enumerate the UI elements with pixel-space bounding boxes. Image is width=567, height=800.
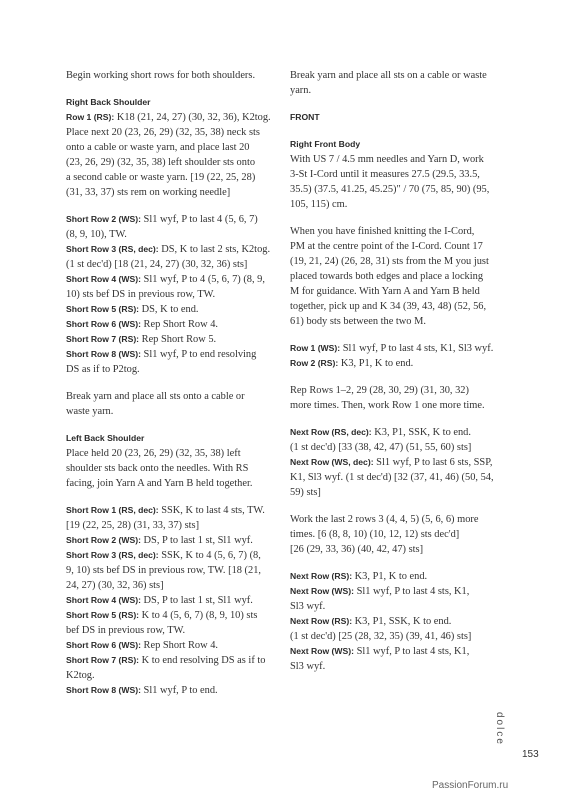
instruction-label: Short Row 2 (WS): (66, 214, 141, 224)
page-number: 153 (522, 749, 539, 760)
instruction-text: 35.5) (37.5, 41.25, 45.25)" / 70 (75, 85, 90) (95, (290, 184, 490, 195)
instruction-label: Short Row 7 (RS): (66, 334, 140, 344)
next-row-rs-1 (290, 569, 500, 584)
text-line (66, 185, 276, 200)
text-line (66, 446, 276, 461)
rfb-icord-paragraph (290, 224, 500, 329)
text-line (66, 608, 276, 623)
rfb-row-2 (290, 356, 500, 371)
instruction-text: [26 (29, 33, 36) (40, 42, 47) sts] (290, 544, 424, 555)
watermark: PassionForum.ru (432, 780, 509, 791)
text-line (66, 155, 276, 170)
instruction-text: Begin working short rows for both shoulders. (66, 70, 256, 81)
instruction-label: Row 1 (WS): (290, 343, 341, 353)
instruction-label: Short Row 1 (RS, dec): (66, 505, 159, 515)
text-line (290, 341, 500, 356)
text-line (290, 68, 500, 83)
right-column (290, 68, 500, 674)
text-line (290, 182, 500, 197)
text-line (66, 668, 276, 683)
instruction-text: Sl1 wyf, P to last 4 sts, K1, Sl3 wyf. (340, 343, 494, 354)
text-line (290, 299, 500, 314)
text-line (66, 638, 276, 653)
instruction-text: PM at the centre point of the I-Cord. Count 17 (290, 241, 483, 252)
instruction-text: Sl1 wyf, P to last 6 sts, SSP, (373, 457, 493, 468)
instruction-text: K3, P1, K to end. (338, 358, 414, 369)
text-line (290, 659, 500, 674)
lbs-intro (66, 446, 276, 491)
text-line (290, 356, 500, 371)
instruction-label: Next Row (RS): (290, 616, 353, 626)
instruction-text: Sl1 wyf, P to end resolving (140, 349, 257, 360)
lbs-short-row-8 (66, 683, 276, 698)
instruction-text: Rep Short Row 5. (139, 334, 217, 345)
text-line (290, 284, 500, 299)
text-line (66, 170, 276, 185)
instruction-text: Sl1 wyf, P to last 4 (5, 6, 7) (140, 214, 258, 225)
text-line (66, 347, 276, 362)
instruction-label: Short Row 4 (WS): (66, 274, 141, 284)
text-line (290, 254, 500, 269)
instruction-label: Next Row (WS): (290, 646, 354, 656)
instruction-text: Rep Rows 1–2, 29 (28, 30, 29) (31, 30, 32) (290, 385, 469, 396)
instruction-label: Short Row 3 (RS, dec): (66, 244, 159, 254)
rbs-short-row-8 (66, 347, 276, 377)
instruction-text: (23, 26, 29) (32, 35, 38) left shoulder sts onto (66, 157, 256, 168)
text-line (290, 470, 500, 485)
lbs-short-row-6 (66, 638, 276, 653)
work-last-rows-paragraph (290, 512, 500, 557)
text-line (66, 533, 276, 548)
next-row-ws-dec (290, 455, 500, 500)
instruction-text: (8, 9, 10), TW. (66, 229, 127, 240)
instruction-text: 59) sts] (290, 487, 321, 498)
instruction-text: K18 (21, 24, 27) (30, 32, 36), K2tog. (114, 112, 271, 123)
instruction-text: Place next 20 (23, 26, 29) (32, 35, 38) neck sts (66, 127, 260, 138)
text-line (290, 644, 500, 659)
instruction-text: 61) body sts between the two M. (290, 316, 426, 327)
instruction-text: together, pick up and K 34 (39, 43, 48) (52, 56, (290, 301, 487, 312)
instruction-label: Row 2 (RS): (290, 358, 339, 368)
instruction-text: Place held 20 (23, 26, 29) (32, 35, 38) left (66, 448, 241, 459)
text-line (66, 476, 276, 491)
instruction-label: Short Row 5 (RS): (66, 304, 140, 314)
instruction-text: yarn. (290, 85, 312, 96)
rbs-row-1 (66, 110, 276, 200)
lbs-short-row-2 (66, 533, 276, 548)
front-heading: FRONT (290, 112, 320, 122)
text-line (66, 242, 276, 257)
text-line (290, 512, 500, 527)
instruction-text: Rep Short Row 4. (140, 319, 219, 330)
text-line (290, 167, 500, 182)
text-line (66, 212, 276, 227)
brand-tab-label: dolce (494, 712, 505, 746)
instruction-label: Short Row 7 (RS): (66, 655, 140, 665)
text-line (66, 110, 276, 125)
rbs-short-row-6 (66, 317, 276, 332)
instruction-text: When you have finished knitting the I-Cord, (290, 226, 475, 237)
instruction-text: Work the last 2 rows 3 (4, 4, 5) (5, 6, 6) more (290, 514, 479, 525)
lbs-short-row-5 (66, 608, 276, 638)
rbs-short-row-2 (66, 212, 276, 242)
instruction-text: K3, P1, SSK, K to end. (352, 616, 452, 627)
instruction-text: (31, 33, 37) sts rem on working needle] (66, 187, 231, 198)
instruction-text: K3, P1, SSK, K to end. (371, 427, 471, 438)
text-line (290, 239, 500, 254)
text-line (290, 527, 500, 542)
text-line (66, 518, 276, 533)
instruction-text: 3-St I-Cord until it measures 27.5 (29.5, 33.5, (290, 169, 480, 180)
instruction-text: Break yarn and place all sts on a cable or waste (290, 70, 487, 81)
rfb-intro (290, 152, 500, 212)
left-back-shoulder-heading: Left Back Shoulder (66, 433, 145, 443)
instruction-text: 10) sts bef DS in previous row, TW. (66, 289, 216, 300)
instruction-label: Short Row 8 (WS): (66, 349, 141, 359)
text-line (290, 269, 500, 284)
instruction-text: shoulder sts back onto the needles. With RS (66, 463, 249, 474)
break-yarn-paragraph (66, 389, 276, 419)
text-line (66, 623, 276, 638)
instruction-text: (1 st dec'd) [33 (38, 42, 47) (51, 55, 60) sts] (290, 442, 472, 453)
text-line (290, 542, 500, 557)
text-line (290, 314, 500, 329)
text-line (66, 287, 276, 302)
text-line (290, 152, 500, 167)
instruction-text: 9, 10) sts bef DS in previous row, TW. [18 (21, (66, 565, 262, 576)
text-line (66, 140, 276, 155)
text-line (66, 125, 276, 140)
next-row-ws-2 (290, 644, 500, 674)
instruction-text: (1 st dec'd) [18 (21, 24, 27) (30, 32, 36) sts] (66, 259, 248, 270)
next-row-ws-1 (290, 584, 500, 614)
instruction-text: DS, K to last 2 sts, K2tog. (158, 244, 271, 255)
text-line (66, 404, 276, 419)
text-line (66, 563, 276, 578)
instruction-label: Short Row 4 (WS): (66, 595, 141, 605)
text-line (290, 569, 500, 584)
text-line (66, 653, 276, 668)
text-line (290, 425, 500, 440)
next-row-rs-2 (290, 614, 500, 644)
text-line (66, 503, 276, 518)
rbs-short-row-4 (66, 272, 276, 302)
instruction-text: K2tog. (66, 670, 95, 681)
text-line (290, 224, 500, 239)
instruction-text: K to end resolving DS as if to (139, 655, 266, 666)
instruction-text: K1, Sl3 wyf. (1 st dec'd) [32 (37, 41, 46) (50, 54, (290, 472, 494, 483)
text-line (66, 257, 276, 272)
lbs-short-row-4 (66, 593, 276, 608)
right-back-shoulder-heading: Right Back Shoulder (66, 97, 151, 107)
instruction-label: Row 1 (RS): (66, 112, 115, 122)
text-line (66, 683, 276, 698)
instruction-text: times. [6 (8, 8, 10) (10, 12, 12) sts dec'd] (290, 529, 460, 540)
instruction-text: Sl1 wyf, P to last 4 sts, K1, (353, 646, 470, 657)
rbs-short-row-5 (66, 302, 276, 317)
instruction-text: more times. Then, work Row 1 one more time. (290, 400, 485, 411)
instruction-text: a second cable or waste yarn. [19 (22, 25, 28) (66, 172, 256, 183)
instruction-text: onto a cable or waste yarn, and place last 20 (66, 142, 250, 153)
intro-paragraph (66, 68, 276, 83)
instruction-label: Short Row 8 (WS): (66, 685, 141, 695)
text-line (66, 389, 276, 404)
instruction-label: Short Row 5 (RS): (66, 610, 140, 620)
instruction-text: With US 7 / 4.5 mm needles and Yarn D, work (290, 154, 484, 165)
instruction-text: 24, 27) (30, 32, 36) sts] (66, 580, 164, 591)
left-column (66, 68, 276, 698)
instruction-text: Rep Short Row 4. (140, 640, 219, 651)
instruction-label: Next Row (RS, dec): (290, 427, 372, 437)
instruction-text: (19, 21, 24) (26, 28, 31) sts from the M you just (290, 256, 489, 267)
text-line (290, 383, 500, 398)
text-line (66, 461, 276, 476)
break-yarn-paragraph-right (290, 68, 500, 98)
next-row-rs-dec (290, 425, 500, 455)
instruction-text: K to 4 (5, 6, 7) (8, 9, 10) sts (139, 610, 258, 621)
instruction-text: 105, 115) cm. (290, 199, 348, 210)
instruction-text: facing, join Yarn A and Yarn B held together. (66, 478, 253, 489)
text-line (290, 197, 500, 212)
text-line (66, 593, 276, 608)
lbs-short-row-3 (66, 548, 276, 593)
text-line (290, 83, 500, 98)
instruction-text: DS as if to P2tog. (66, 364, 140, 375)
instruction-text: Sl3 wyf. (290, 661, 326, 672)
right-front-body-heading: Right Front Body (290, 139, 361, 149)
instruction-text: [19 (22, 25, 28) (31, 33, 37) sts] (66, 520, 200, 531)
instruction-label: Short Row 3 (RS, dec): (66, 550, 159, 560)
instruction-text: Sl1 wyf, P to end. (140, 685, 218, 696)
rfb-row-1 (290, 341, 500, 356)
instruction-label: Next Row (WS): (290, 586, 354, 596)
instruction-text: Sl3 wyf. (290, 601, 326, 612)
instruction-label: Short Row 6 (WS): (66, 319, 141, 329)
instruction-label: Short Row 2 (WS): (66, 535, 141, 545)
text-line (66, 578, 276, 593)
rbs-short-row-7 (66, 332, 276, 347)
instruction-text: (1 st dec'd) [25 (28, 32, 35) (39, 41, 46) sts] (290, 631, 472, 642)
text-line (66, 68, 276, 83)
text-line (66, 227, 276, 242)
instruction-text: Sl1 wyf, P to 4 (5, 6, 7) (8, 9, (140, 274, 265, 285)
instruction-label: Next Row (WS, dec): (290, 457, 374, 467)
text-line (66, 272, 276, 287)
instruction-text: SSK, K to 4 (5, 6, 7) (8, (158, 550, 261, 561)
lbs-short-row-1 (66, 503, 276, 533)
text-line (66, 317, 276, 332)
instruction-text: DS, P to last 1 st, Sl1 wyf. (140, 535, 253, 546)
instruction-text: DS, K to end. (139, 304, 199, 315)
text-line (66, 302, 276, 317)
instruction-text: waste yarn. (66, 406, 114, 417)
text-line (290, 599, 500, 614)
rep-rows-paragraph (290, 383, 500, 413)
instruction-text: M for guidance. With Yarn A and Yarn B held (290, 286, 480, 297)
instruction-text: DS, P to last 1 st, Sl1 wyf. (140, 595, 253, 606)
rbs-short-row-3 (66, 242, 276, 272)
text-line (290, 485, 500, 500)
text-line (290, 398, 500, 413)
text-line (290, 440, 500, 455)
instruction-text: bef DS in previous row, TW. (66, 625, 186, 636)
text-line (66, 362, 276, 377)
instruction-text: Sl1 wyf, P to last 4 sts, K1, (353, 586, 470, 597)
instruction-text: SSK, K to last 4 sts, TW. (158, 505, 265, 516)
text-line (290, 629, 500, 644)
text-line (290, 584, 500, 599)
lbs-short-row-7 (66, 653, 276, 683)
instruction-text: placed towards both edges and place a locking (290, 271, 484, 282)
instruction-text: Break yarn and place all sts onto a cable or (66, 391, 245, 402)
instruction-label: Short Row 6 (WS): (66, 640, 141, 650)
text-line (66, 332, 276, 347)
text-line (66, 548, 276, 563)
text-line (290, 614, 500, 629)
instruction-text: K3, P1, K to end. (352, 571, 428, 582)
text-line (290, 455, 500, 470)
instruction-label: Next Row (RS): (290, 571, 353, 581)
